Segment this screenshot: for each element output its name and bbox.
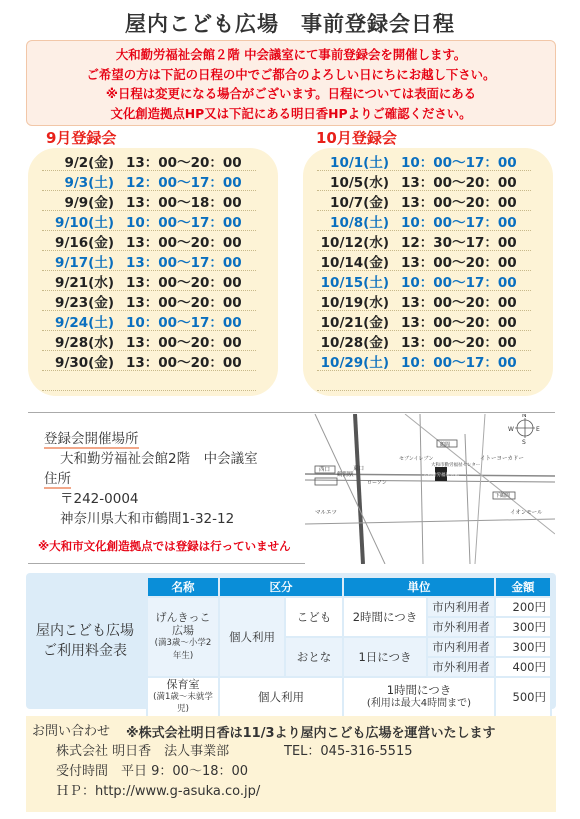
schedule-time: 13：00～20：00 [126, 155, 242, 171]
address: 神奈川県大和市鶴間1-32-12 [60, 511, 235, 527]
october-heading: 10月登録会 [316, 129, 397, 147]
fee-header: 区分 [219, 577, 343, 597]
nursery-name: 保育室 [166, 678, 200, 691]
map-label: 大和市勤労福祉センター [431, 463, 481, 468]
map-label: 大和勤労福祉会館 [423, 473, 459, 478]
contact-section [26, 716, 556, 812]
contact-tel: TEL：045-316-5515 [284, 744, 413, 759]
schedule-date: 9/17(土) [55, 255, 114, 271]
notice-line: ご希望の方は下記の日程の中でご都合のよろしい日にちにお越し下さい。 [86, 66, 496, 82]
contact-company: 株式会社 明日香 法人事業部 [56, 744, 230, 759]
contact-hours: 受付時間 平日 9：00～18：00 [56, 764, 249, 779]
venue-name: 大和勤労福祉会館2階 中会議室 [60, 451, 258, 467]
compass-s: S [522, 439, 526, 446]
venue-map [305, 414, 555, 564]
schedule-row [317, 231, 531, 251]
genkikko-age: (満3歳～小学2年生) [154, 638, 212, 661]
price-cell: 400円 [495, 657, 551, 677]
schedule-row [42, 191, 256, 211]
nursery-cell [147, 677, 219, 717]
schedule-date: 10/5(水) [330, 175, 389, 191]
map-label: イオンモール [510, 510, 543, 516]
schedule-time: 13：00～20：00 [401, 335, 517, 351]
schedule-row [42, 211, 256, 231]
price-cell: 500円 [495, 677, 551, 717]
venue-note: ※大和市文化創造拠点では登録は行っていません [38, 539, 291, 553]
schedule-time: 13：00～20：00 [401, 315, 517, 331]
schedule-time: 13：00～18：00 [126, 195, 242, 211]
schedule-time: 10：00～17：00 [401, 155, 517, 171]
individual-cell: 個人利用 [219, 597, 285, 677]
city-out-cell: 市外利用者 [427, 617, 495, 637]
compass-e: E [536, 426, 540, 433]
address-label: 住所 [44, 467, 71, 489]
city-in-cell: 市内利用者 [427, 637, 495, 657]
schedule-row [317, 251, 531, 271]
map-label: 下鶴間 [495, 493, 511, 499]
schedule-time: 13：00～20：00 [401, 195, 517, 211]
schedule-date: 10/21(金) [320, 315, 389, 331]
schedule-date: 9/30(金) [55, 355, 114, 371]
schedule-date: 10/28(金) [320, 335, 389, 351]
schedule-time: 13：00～20：00 [401, 255, 517, 271]
schedule-time: 12：00～17：00 [126, 175, 242, 191]
contact-hp[interactable]: ＨＰ：http://www.g-asuka.co.jp/ [56, 784, 261, 799]
schedule-time: 13：00～20：00 [401, 295, 517, 311]
schedule-date: 9/9(金) [64, 195, 114, 211]
schedule-row [42, 231, 256, 251]
schedule-date: 10/15(土) [320, 275, 389, 291]
map-label: ローソン [367, 480, 387, 486]
price-cell: 300円 [495, 617, 551, 637]
schedule-date: 9/23(金) [55, 295, 114, 311]
schedule-row [317, 211, 531, 231]
schedule-row [317, 351, 531, 371]
schedule-time: 10：00～17：00 [126, 215, 242, 231]
map-label: 鶴間駅 [337, 472, 354, 478]
schedule-time: 10：00～17：00 [401, 355, 517, 371]
schedule-date: 9/2(金) [64, 155, 114, 171]
schedule-row [317, 331, 531, 351]
schedule-row [42, 171, 256, 191]
nursery-individual-cell: 個人利用 [219, 677, 343, 717]
schedule-time: 10：00～17：00 [126, 315, 242, 331]
price-cell: 200円 [495, 597, 551, 617]
schedule-row [42, 291, 256, 311]
schedule-row [317, 311, 531, 331]
schedule-date: 10/1(土) [330, 155, 389, 171]
compass-w: W [508, 426, 514, 433]
schedule-date: 9/16(金) [55, 235, 114, 251]
city-in-cell: 市内利用者 [427, 597, 495, 617]
contact-note: ※株式会社明日香は11/3より屋内こども広場を運営いたします [126, 726, 496, 741]
schedule-row [42, 251, 256, 271]
schedule-time: 12：30～17：00 [401, 235, 517, 251]
schedule-date: 10/14(金) [320, 255, 389, 271]
schedule-row [42, 331, 256, 351]
map-label: 東口 [353, 466, 365, 472]
map-label: 鶴間 [440, 442, 451, 448]
map-label: イトーヨーカドー [480, 456, 524, 462]
schedule-time: 13：00～20：00 [401, 175, 517, 191]
map-label: 西口 [319, 467, 331, 473]
venue-label: 登録会開催場所 [44, 427, 139, 449]
contact-label: お問い合わせ [32, 724, 111, 739]
schedule-time: 10：00～17：00 [401, 275, 517, 291]
genkikko-cell [147, 597, 219, 677]
unit-2h-cell: 2時間につき [343, 597, 427, 637]
compass-n: N [522, 414, 527, 419]
fee-table [146, 576, 552, 718]
schedule-date: 9/28(水) [55, 335, 114, 351]
schedule-row [317, 171, 531, 191]
page-title: 屋内こども広場 事前登録会日程 [125, 12, 455, 36]
fee-title-line2: ご利用料金表 [43, 643, 127, 659]
schedule-time: 13：00～20：00 [126, 335, 242, 351]
genkikko-name: げんきっこ広場 [155, 611, 211, 637]
schedule-row [317, 151, 531, 171]
schedule-date: 9/3(土) [64, 175, 114, 191]
schedule-time: 13：00～20：00 [126, 235, 242, 251]
schedule-row [317, 271, 531, 291]
notice-line: ※日程は変更になる場合がございます。日程については表面にある [105, 86, 477, 101]
city-out-cell: 市外利用者 [427, 657, 495, 677]
nursery-unit-cell [343, 677, 495, 717]
schedule-row [42, 371, 256, 391]
schedule-row [42, 271, 256, 291]
schedule-row [317, 371, 531, 391]
schedule-row [42, 151, 256, 171]
schedule-date: 10/8(土) [330, 215, 389, 231]
fee-header: 金額 [495, 577, 551, 597]
schedule-date: 9/24(土) [55, 315, 114, 331]
schedule-row [317, 291, 531, 311]
schedule-row [42, 311, 256, 331]
unit-1d-cell: 1日につき [343, 637, 427, 677]
price-cell: 300円 [495, 637, 551, 657]
schedule-date: 10/12(水) [320, 235, 389, 251]
schedule-time: 13：00～17：00 [126, 255, 242, 271]
schedule-time: 10：00～17：00 [401, 215, 517, 231]
notice-box [26, 40, 556, 126]
schedule-row [317, 191, 531, 211]
schedule-date: 9/10(土) [55, 215, 114, 231]
schedule-time: 13：00～20：00 [126, 355, 242, 371]
map-label: セブンイレブン [399, 456, 434, 462]
child-cell: こども [285, 597, 343, 637]
adult-cell: おとな [285, 637, 343, 677]
fee-title-line1: 屋内こども広場 [36, 623, 134, 639]
nursery-unit: 1時間につき [386, 683, 452, 697]
fee-header: 名称 [147, 577, 219, 597]
nursery-unit-note: (利用は最大4時間まで) [366, 698, 472, 709]
notice-line: 文化創造拠点HP又は下記にある明日香HPよりご確認ください。 [110, 105, 472, 121]
fee-header: 単位 [343, 577, 495, 597]
postal-code: 〒242-0004 [60, 491, 139, 507]
september-heading: 9月登録会 [46, 129, 117, 147]
schedule-date: 10/29(土) [320, 355, 389, 371]
nursery-age: (満1歳～未就学児) [153, 692, 213, 714]
schedule-date: 10/7(金) [330, 195, 389, 211]
schedule-date: 10/19(水) [320, 295, 389, 311]
schedule-row [42, 351, 256, 371]
schedule-time: 13：00～20：00 [126, 295, 242, 311]
schedule-time: 13：00～20：00 [126, 275, 242, 291]
notice-line: 大和勤労福祉会館２階 中会議室にて事前登録会を開催します。 [115, 47, 467, 62]
map-label: マルエツ [315, 510, 338, 516]
schedule-date: 9/21(水) [55, 275, 114, 291]
